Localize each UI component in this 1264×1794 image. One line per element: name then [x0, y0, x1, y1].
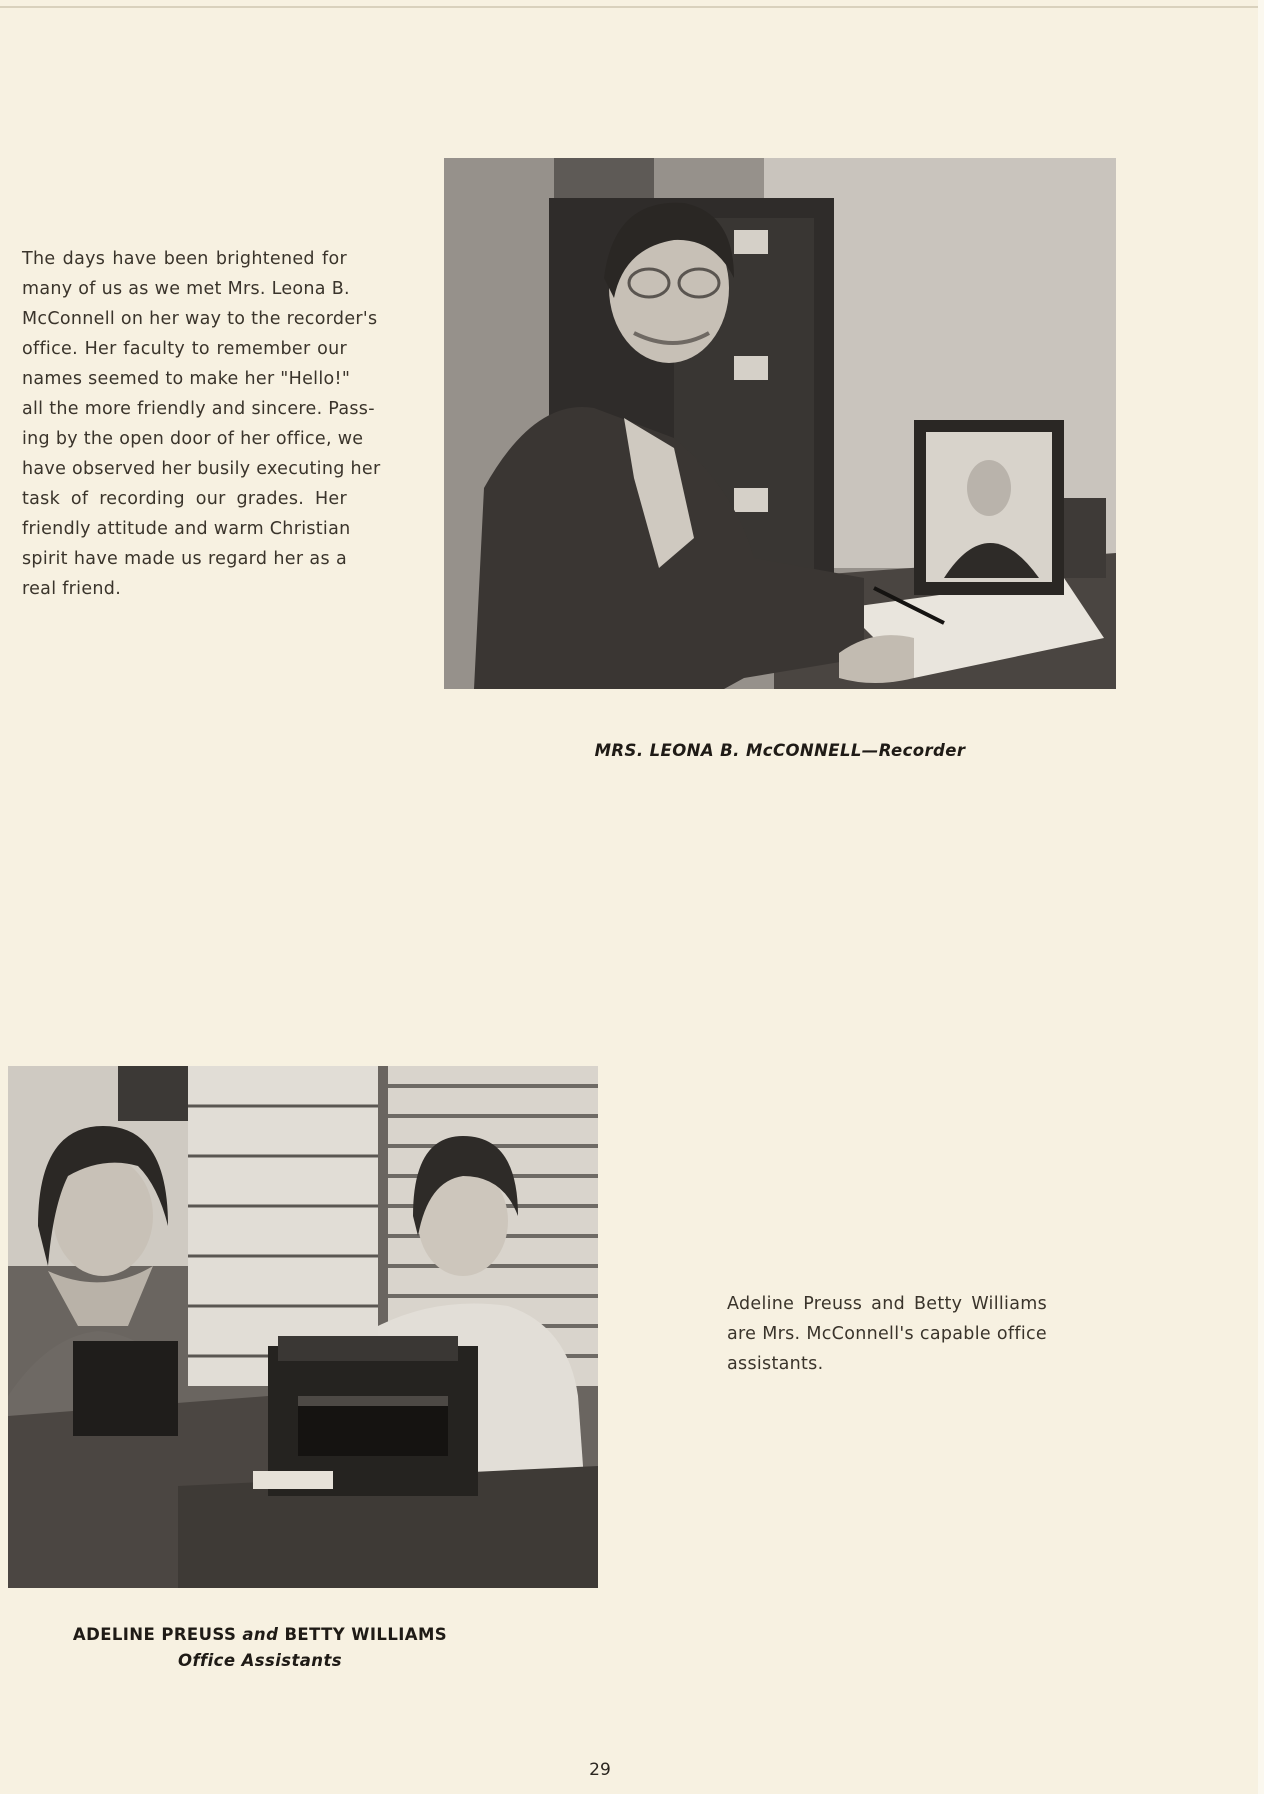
text-line: friendly attitude and warm Christian	[22, 519, 351, 539]
recorder-photo	[444, 158, 1116, 689]
text-line: are Mrs. McConnell's capable office	[727, 1324, 1047, 1344]
assistants-paragraph	[727, 1289, 1047, 1379]
text-line: real friend.	[22, 579, 122, 599]
text-line: many of us as we met Mrs. Leona B.	[22, 279, 350, 299]
intro-paragraph	[22, 244, 381, 604]
recorder-caption: MRS. LEONA B. McCONNELL—Recorder	[594, 741, 966, 760]
text-line: names seemed to make her "Hello!"	[22, 369, 351, 389]
text-line: all the more friendly and sincere. Pass-	[22, 399, 375, 419]
text-line: spirit have made us regard her as a	[22, 549, 347, 569]
text-line: The days have been brightened for	[22, 249, 347, 269]
recorder-photo-illustration	[444, 158, 1116, 689]
page-number: 29	[589, 1760, 611, 1780]
text-line: have observed her busily executing her	[22, 459, 381, 479]
text-line: assistants.	[727, 1354, 824, 1374]
caption-conjunction: and	[242, 1625, 279, 1644]
page-edge	[1258, 0, 1264, 1794]
text-line: Adeline Preuss and Betty Williams	[727, 1294, 1047, 1314]
assistant-name-2: BETTY WILLIAMS	[284, 1625, 448, 1644]
text-line: ing by the open door of her office, we	[22, 429, 364, 449]
assistant-name-1: ADELINE PREUSS	[72, 1625, 237, 1644]
text-line: task of recording our grades. Her	[22, 489, 347, 509]
top-rule	[0, 6, 1258, 8]
assistants-role-caption: Office Assistants	[178, 1651, 342, 1670]
assistants-photo-illustration	[8, 1066, 598, 1588]
text-line: office. Her faculty to remember our	[22, 339, 347, 359]
assistants-names-caption	[40, 1625, 480, 1644]
text-line: McConnell on her way to the recorder's	[22, 309, 378, 329]
assistants-photo	[8, 1066, 598, 1588]
